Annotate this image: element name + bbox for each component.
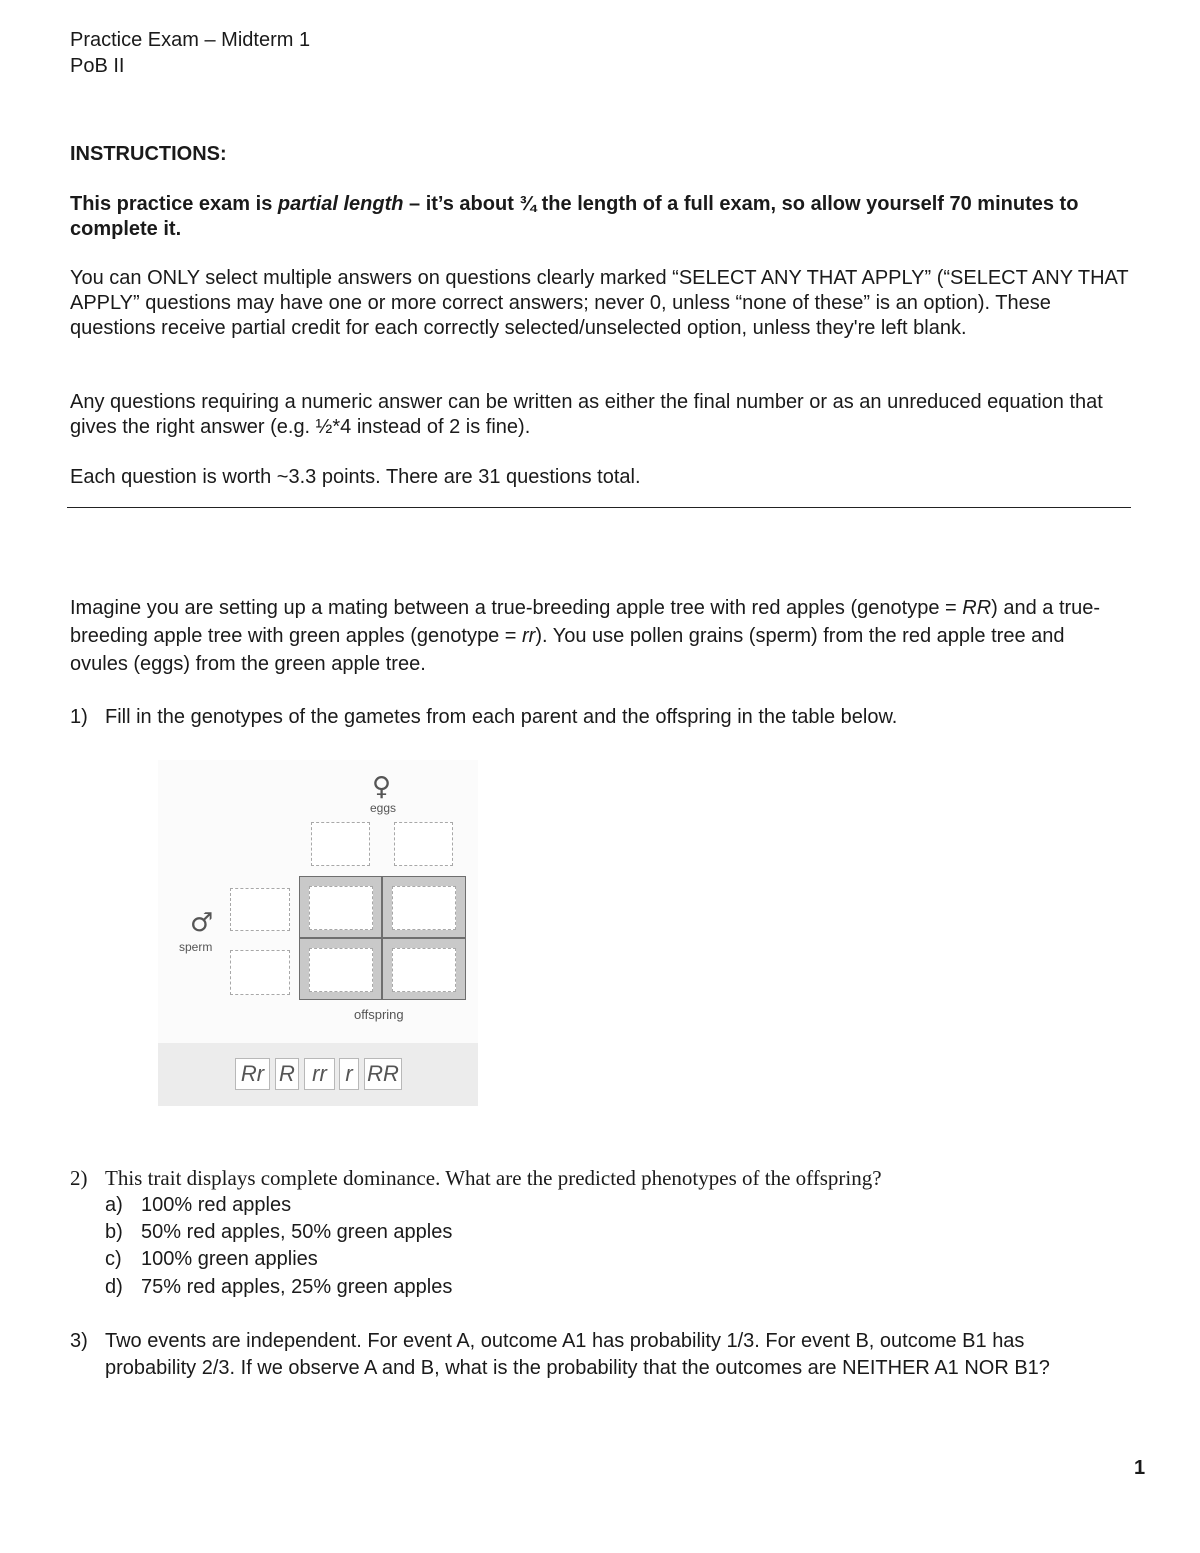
genotype-chip-rr[interactable]: rr	[304, 1058, 335, 1090]
question-1	[70, 704, 1130, 731]
sperm-label: sperm	[179, 940, 213, 954]
genotype-chip-R[interactable]: R	[275, 1058, 299, 1090]
question-3-number: 3)	[70, 1330, 88, 1352]
question-2-option-c[interactable]	[105, 1246, 318, 1273]
option-text: 100% green applies	[141, 1248, 318, 1270]
page-number: 1	[1134, 1457, 1146, 1479]
option-text: 75% red apples, 25% green apples	[141, 1276, 453, 1298]
offspring-label: offspring	[354, 1007, 404, 1022]
scenario-text	[70, 594, 1110, 678]
offspring-slot-1[interactable]	[309, 886, 373, 930]
option-text: 100% red apples	[141, 1194, 292, 1216]
question-2-option-a[interactable]	[105, 1192, 291, 1219]
punnett-square-widget	[158, 760, 478, 1106]
offspring-slot-2[interactable]	[392, 886, 456, 930]
length-note-pre: This practice exam is	[70, 193, 278, 215]
question-1-text: Fill in the genotypes of the gametes from each parent and the offspring in the table below.	[105, 706, 898, 728]
scenario-part1: Imagine you are setting up a mating between a true-breeding apple tree with red apples (genotype =	[70, 597, 963, 619]
course-name: PoB II	[70, 55, 125, 77]
question-2-option-d[interactable]	[105, 1274, 452, 1301]
length-note-post: – it’s about ¾ the length of a full exam, so allow yourself 70 minutes to complete it.	[70, 193, 1079, 240]
option-text: 50% red apples, 50% green apples	[141, 1221, 453, 1243]
question-2	[70, 1165, 1130, 1192]
question-1-number: 1)	[70, 706, 88, 728]
female-symbol-icon: ♀	[372, 772, 392, 802]
genotype-chip-r[interactable]: r	[339, 1058, 359, 1090]
genotype-chip-RR[interactable]: RR	[364, 1058, 402, 1090]
exam-title: Practice Exam – Midterm 1	[70, 29, 311, 51]
offspring-slot-4[interactable]	[392, 948, 456, 992]
instructions-select-rules: You can ONLY select multiple answers on questions clearly marked “SELECT ANY THAT APPLY” (“SELECT ANY THAT APPLY” questions may have one or more correct answers; never 0, unless “none of these” is an option). These questions receive partial credit for each correctly selected/unselected option, unless they're left blank.	[70, 267, 1129, 339]
option-letter: d)	[105, 1276, 123, 1298]
option-letter: a)	[105, 1194, 123, 1216]
sperm-gamete-slot-1[interactable]	[230, 888, 290, 931]
question-3-text: Two events are independent. For event A, outcome A1 has probability 1/3. For event B, outcome B1 has probability 2/3. If we observe A and B, what is the probability that the outcomes are NEITHER A1 NOR B1?	[105, 1330, 1050, 1379]
scenario-part3: ). You use pollen grains (sperm) from the red apple tree and ovules (eggs) from the green apple tree.	[70, 625, 1065, 675]
male-symbol-icon: ♂	[190, 908, 214, 938]
instructions-length-note	[70, 192, 1130, 242]
scenario-genotype-red: RR	[962, 597, 992, 619]
genotype-chip-Rr[interactable]: Rr	[235, 1058, 270, 1090]
grid-divider-horizontal	[300, 937, 465, 939]
length-note-emphasis: partial length	[277, 193, 404, 215]
scenario-part2: ) and a true-breeding apple tree with green apples (genotype =	[70, 597, 1101, 647]
sperm-gamete-slot-2[interactable]	[230, 950, 290, 995]
offspring-slot-3[interactable]	[309, 948, 373, 992]
instructions-heading: INSTRUCTIONS:	[70, 143, 227, 165]
egg-gamete-slot-2[interactable]	[394, 822, 453, 866]
egg-gamete-slot-1[interactable]	[311, 822, 370, 866]
option-letter: b)	[105, 1221, 123, 1243]
question-2-option-b[interactable]	[105, 1219, 452, 1246]
eggs-label: eggs	[370, 801, 397, 815]
question-2-number: 2)	[70, 1166, 88, 1190]
question-2-text: This trait displays complete dominance. What are the predicted phenotypes of the offspring?	[105, 1166, 882, 1190]
scenario-genotype-green: rr	[521, 625, 536, 647]
option-letter: c)	[105, 1248, 122, 1270]
instructions-numeric-rules: Any questions requiring a numeric answer can be written as either the final number or as an unreduced equation that gives the right answer (e.g. ½*4 instead of 2 is fine).	[70, 391, 1103, 438]
instructions-points: Each question is worth ~3.3 points. There are 31 questions total.	[70, 466, 641, 488]
section-divider	[67, 507, 1131, 508]
